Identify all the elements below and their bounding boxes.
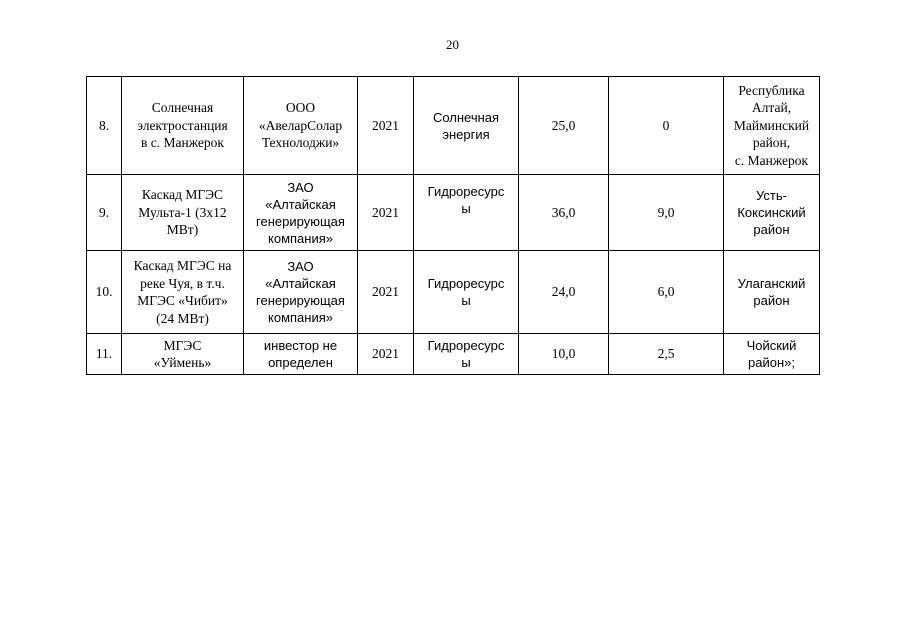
table-row — [87, 175, 820, 251]
table-row — [87, 251, 820, 334]
object-name-cell: Каскад МГЭС Мульта-1 (3х12 МВт) — [122, 175, 244, 251]
location-cell: Усть- Коксинский район — [724, 175, 820, 251]
capacity-cell: 25,0 — [519, 77, 609, 175]
capacity-cell: 36,0 — [519, 175, 609, 251]
value-cell: 2,5 — [609, 334, 724, 375]
table-row — [87, 334, 820, 375]
year-cell: 2021 — [358, 334, 414, 375]
object-name-cell: МГЭС «Уймень» — [122, 334, 244, 375]
row-number-cell: 11. — [87, 334, 122, 375]
projects-table — [86, 76, 820, 375]
location-cell: Улаганский район — [724, 251, 820, 334]
year-cell: 2021 — [358, 77, 414, 175]
location-cell: Чойский район»; — [724, 334, 820, 375]
investor-cell: инвестор не определен — [244, 334, 358, 375]
row-number-cell: 8. — [87, 77, 122, 175]
location-cell: Республика Алтай, Майминский район, с. Манжерок — [724, 77, 820, 175]
object-name-cell: Каскад МГЭС на реке Чуя, в т.ч. МГЭС «Чибит» (24 МВт) — [122, 251, 244, 334]
year-cell: 2021 — [358, 175, 414, 251]
resource-cell: Солнечная энергия — [414, 77, 519, 175]
value-cell: 0 — [609, 77, 724, 175]
investor-cell: ЗАО «Алтайская генерирующая компания» — [244, 251, 358, 334]
table-row — [87, 77, 820, 175]
value-cell: 9,0 — [609, 175, 724, 251]
resource-cell: Гидроресурс ы — [414, 334, 519, 375]
capacity-cell: 24,0 — [519, 251, 609, 334]
investor-cell: ООО «АвеларСолар Технолоджи» — [244, 77, 358, 175]
page-number: 20 — [446, 37, 459, 52]
investor-cell: ЗАО «Алтайская генерирующая компания» — [244, 175, 358, 251]
value-cell: 6,0 — [609, 251, 724, 334]
object-name-cell: Солнечная электростанция в с. Манжерок — [122, 77, 244, 175]
row-number-cell: 9. — [87, 175, 122, 251]
resource-cell: Гидроресурс ы — [414, 175, 519, 251]
resource-cell: Гидроресурс ы — [414, 251, 519, 334]
year-cell: 2021 — [358, 251, 414, 334]
capacity-cell: 10,0 — [519, 334, 609, 375]
row-number-cell: 10. — [87, 251, 122, 334]
